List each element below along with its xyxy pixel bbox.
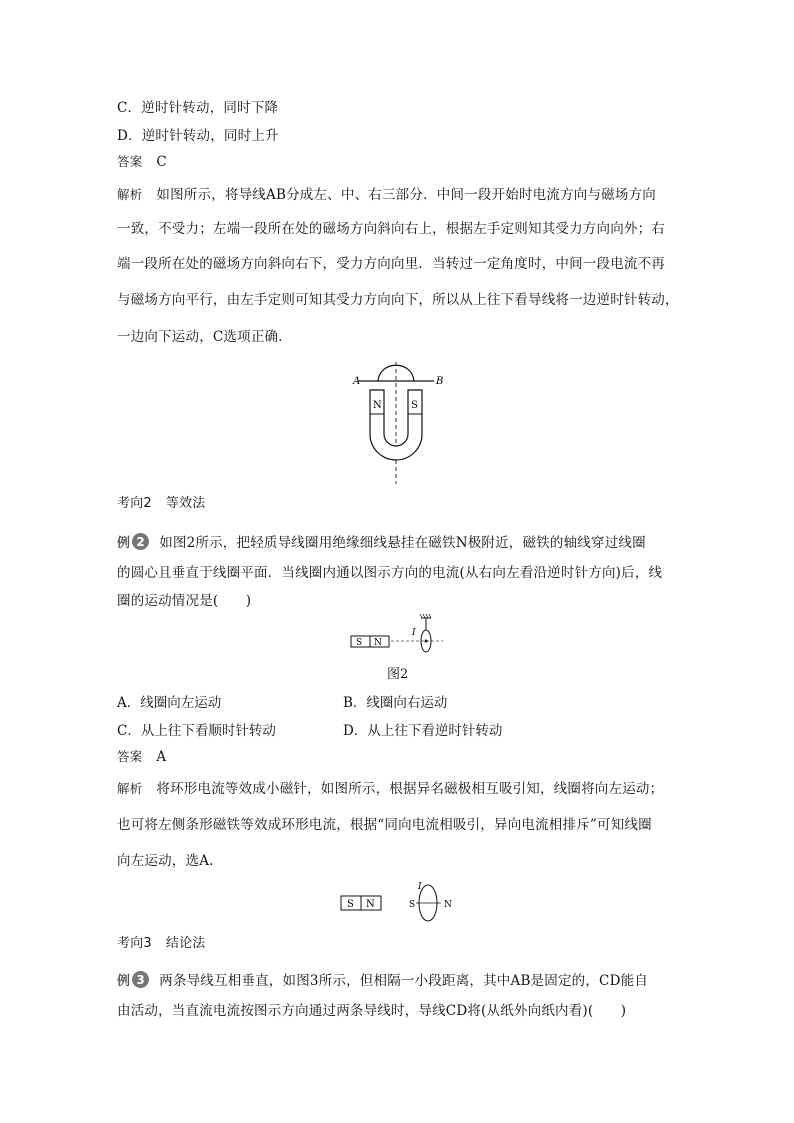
question-text: 如图2所示，把轻质导线圈用绝缘细线悬挂在磁铁N极附近，磁铁的轴线穿过线圈 bbox=[159, 535, 646, 551]
option-d: D．从上往下看逆时针转动 bbox=[343, 723, 503, 739]
analysis-line: 一边向下运动，C选项正确． bbox=[117, 329, 292, 345]
answer-row bbox=[117, 152, 167, 170]
analysis-label: 解析 bbox=[117, 187, 143, 202]
analysis-line: 端一段所在处的磁场方向斜向右下，受力方向向里．当转过一定角度时，中间一段电流不再 bbox=[117, 256, 665, 272]
analysis-line bbox=[117, 183, 656, 203]
question-line: 的圆心且垂直于线圈平面．当线圈内通以图示方向的电流(从右向左看沿逆时针方向)后，线 bbox=[117, 565, 663, 581]
label-n: N bbox=[373, 400, 382, 411]
question-line bbox=[117, 969, 648, 989]
example-number: 2 bbox=[132, 533, 149, 550]
question-line: 由活动，当直流电流按图示方向通过两条导线时，导线CD将(从纸外向纸内看)( ) bbox=[117, 1003, 627, 1019]
u-magnet-figure bbox=[350, 362, 450, 486]
figure-2 bbox=[345, 612, 445, 654]
current-label: I bbox=[418, 882, 422, 892]
label-b: B bbox=[436, 376, 444, 387]
figure-caption: 图2 bbox=[387, 667, 409, 682]
question-line bbox=[117, 531, 646, 551]
magnet-s: S bbox=[347, 899, 354, 910]
option-c: C．逆时针转动，同时下降 bbox=[117, 100, 279, 116]
analysis-text: 将环形电流等效成小磁针，如图所示，根据异名磁极相互吸引知，线圈将向左运动； bbox=[156, 781, 664, 797]
magnet-n: N bbox=[366, 899, 375, 910]
magnet-n: N bbox=[374, 638, 382, 648]
label-s: S bbox=[411, 400, 418, 411]
example-label: 例 bbox=[117, 974, 131, 989]
analysis-text: 如图所示，将导线AB分成左、中、右三部分．中间一段开始时电流方向与磁场方向 bbox=[156, 187, 656, 203]
answer-row bbox=[117, 747, 166, 765]
coil-s: S bbox=[409, 900, 416, 910]
example-badge bbox=[117, 532, 149, 551]
magnet-s: S bbox=[356, 638, 363, 648]
section-heading bbox=[117, 932, 205, 951]
option-b: B．线圈向右运动 bbox=[343, 695, 448, 711]
heading-label: 考向2 bbox=[117, 496, 152, 511]
question-text: 两条导线互相垂直，如图3所示，但相隔一小段距离，其中AB是固定的，CD能自 bbox=[159, 973, 649, 989]
coil-n: N bbox=[444, 900, 452, 910]
analysis-line: 也可将左侧条形磁铁等效成环形电流，根据“同向电流相吸引，异向电流相排斥”可知线圈 bbox=[117, 817, 652, 833]
answer-label: 答案 bbox=[117, 749, 143, 764]
analysis-label: 解析 bbox=[117, 781, 143, 796]
example-number: 3 bbox=[132, 971, 149, 988]
answer-value: A bbox=[156, 749, 167, 765]
current-label: I bbox=[412, 628, 416, 638]
analysis-line bbox=[117, 777, 663, 797]
answer-label: 答案 bbox=[117, 154, 143, 169]
option-c: C．从上往下看顺时针转动 bbox=[117, 723, 276, 739]
analysis-line: 一致，不受力；左端一段所在处的磁场方向斜向右上，根据左手定则知其受力方向向外；右 bbox=[117, 221, 665, 237]
answer-value: C bbox=[156, 154, 167, 170]
heading-title: 等效法 bbox=[165, 496, 206, 511]
heading-label: 考向3 bbox=[117, 936, 152, 951]
label-a: A bbox=[353, 376, 361, 387]
equivalent-figure bbox=[340, 878, 460, 924]
example-badge bbox=[117, 970, 149, 989]
section-heading bbox=[117, 492, 205, 511]
analysis-line: 向左运动，选A. bbox=[117, 853, 214, 869]
option-d: D．逆时针转动，同时上升 bbox=[117, 128, 279, 144]
heading-title: 结论法 bbox=[165, 936, 206, 951]
analysis-line: 与磁场方向平行，由左手定则可知其受力方向向下，所以从上往下看导线将一边逆时针转动， bbox=[117, 292, 679, 308]
example-label: 例 bbox=[117, 536, 131, 551]
option-a: A．线圈向左运动 bbox=[117, 695, 222, 711]
question-line: 圈的运动情况是( ) bbox=[117, 593, 252, 609]
